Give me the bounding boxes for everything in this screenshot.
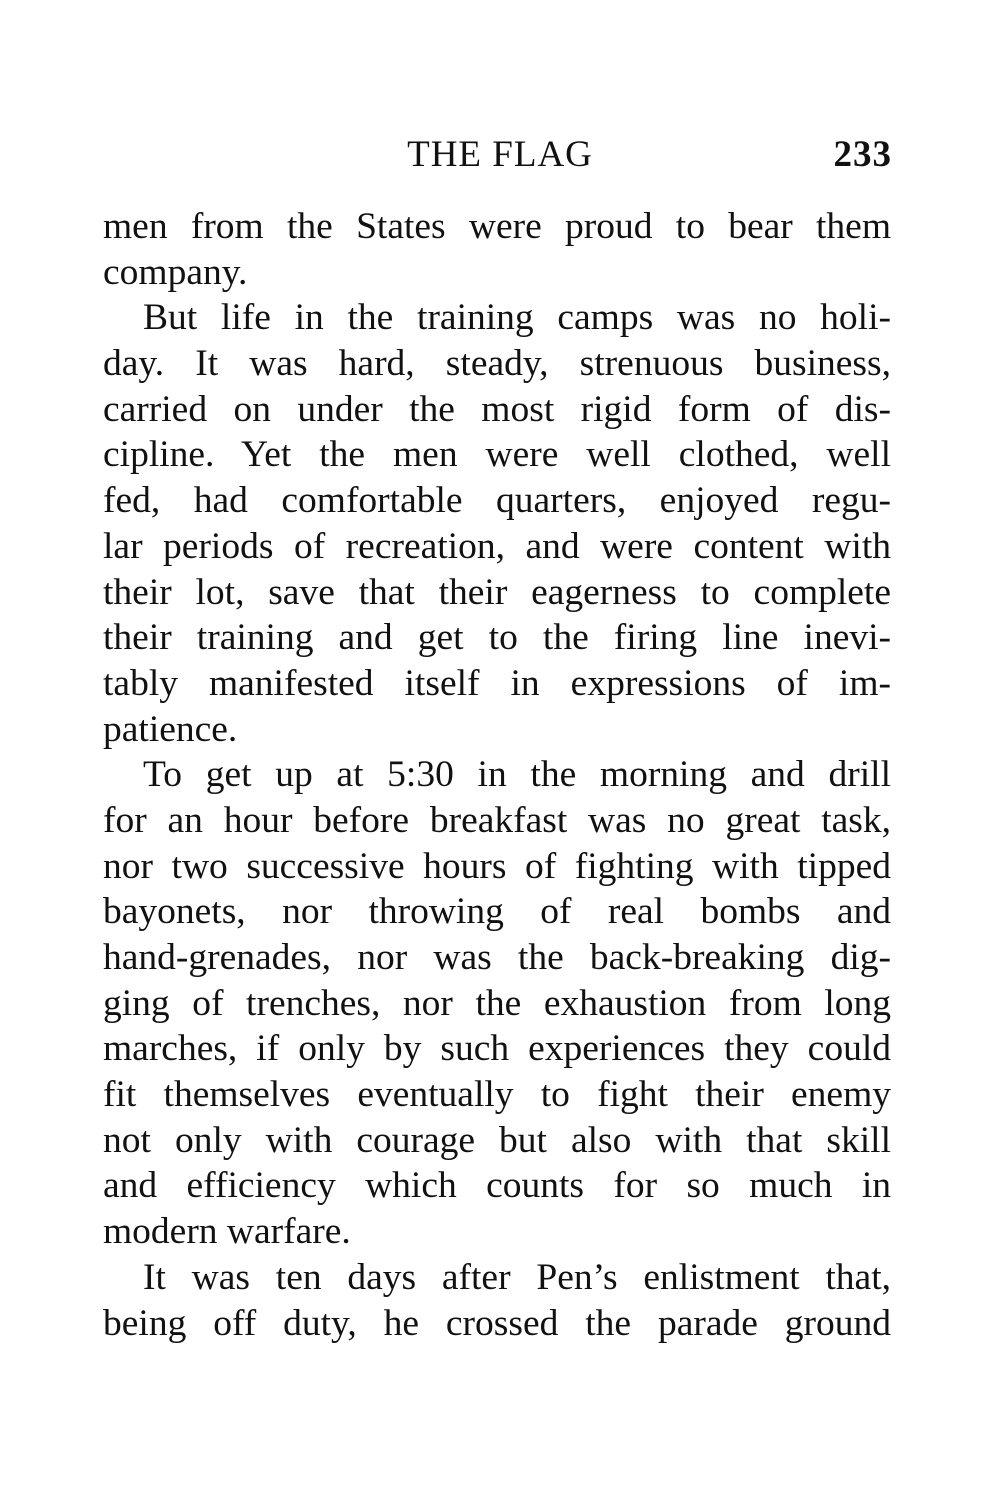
page-number: 233 xyxy=(833,134,892,175)
text-line: But life in the training camps was no holi- xyxy=(143,297,891,339)
text-line: cipline. Yet the men were well clothed, well xyxy=(103,434,891,476)
text-line: for an hour before breakfast was no great task, xyxy=(103,799,891,841)
running-head xyxy=(0,133,1000,183)
text-line: modern warfare. xyxy=(103,1211,351,1253)
text-line: their lot, save that their eagerness to complete xyxy=(103,571,891,613)
text-line: bayonets, nor throwing of real bombs and xyxy=(103,891,891,933)
text-line: marches, if only by such experiences they could xyxy=(103,1028,891,1070)
text-line: men from the States were proud to bear them xyxy=(103,206,891,247)
text-line: not only with courage but also with that skill xyxy=(103,1119,891,1161)
text-line: lar periods of recreation, and were content with xyxy=(103,525,891,567)
text-line: It was ten days after Pen’s enlistment that, xyxy=(143,1256,891,1298)
text-line: ging of trenches, nor the exhaustion from long xyxy=(103,982,891,1024)
text-line: fed, had comfortable quarters, enjoyed regu- xyxy=(103,480,891,522)
running-title: THE FLAG xyxy=(407,134,593,175)
text-line: nor two successive hours of fighting with tipped xyxy=(103,845,891,887)
text-line: fit themselves eventually to fight their enemy xyxy=(103,1074,891,1116)
text-line: day. It was hard, steady, strenuous business, xyxy=(103,343,891,385)
body-text xyxy=(103,204,891,1346)
text-line: company. xyxy=(103,251,248,293)
text-line: and efficiency which counts for so much in xyxy=(103,1165,891,1207)
text-line: tably manifested itself in expressions of im- xyxy=(103,662,891,704)
text-line: their training and get to the firing line inevi- xyxy=(103,617,891,659)
text-line: carried on under the most rigid form of dis- xyxy=(103,388,891,430)
text-line: being off duty, he crossed the parade ground xyxy=(103,1302,891,1344)
text-line: patience. xyxy=(103,708,238,750)
text-line: To get up at 5:30 in the morning and drill xyxy=(143,754,891,796)
text-line: hand-grenades, nor was the back-breaking dig- xyxy=(103,937,891,978)
